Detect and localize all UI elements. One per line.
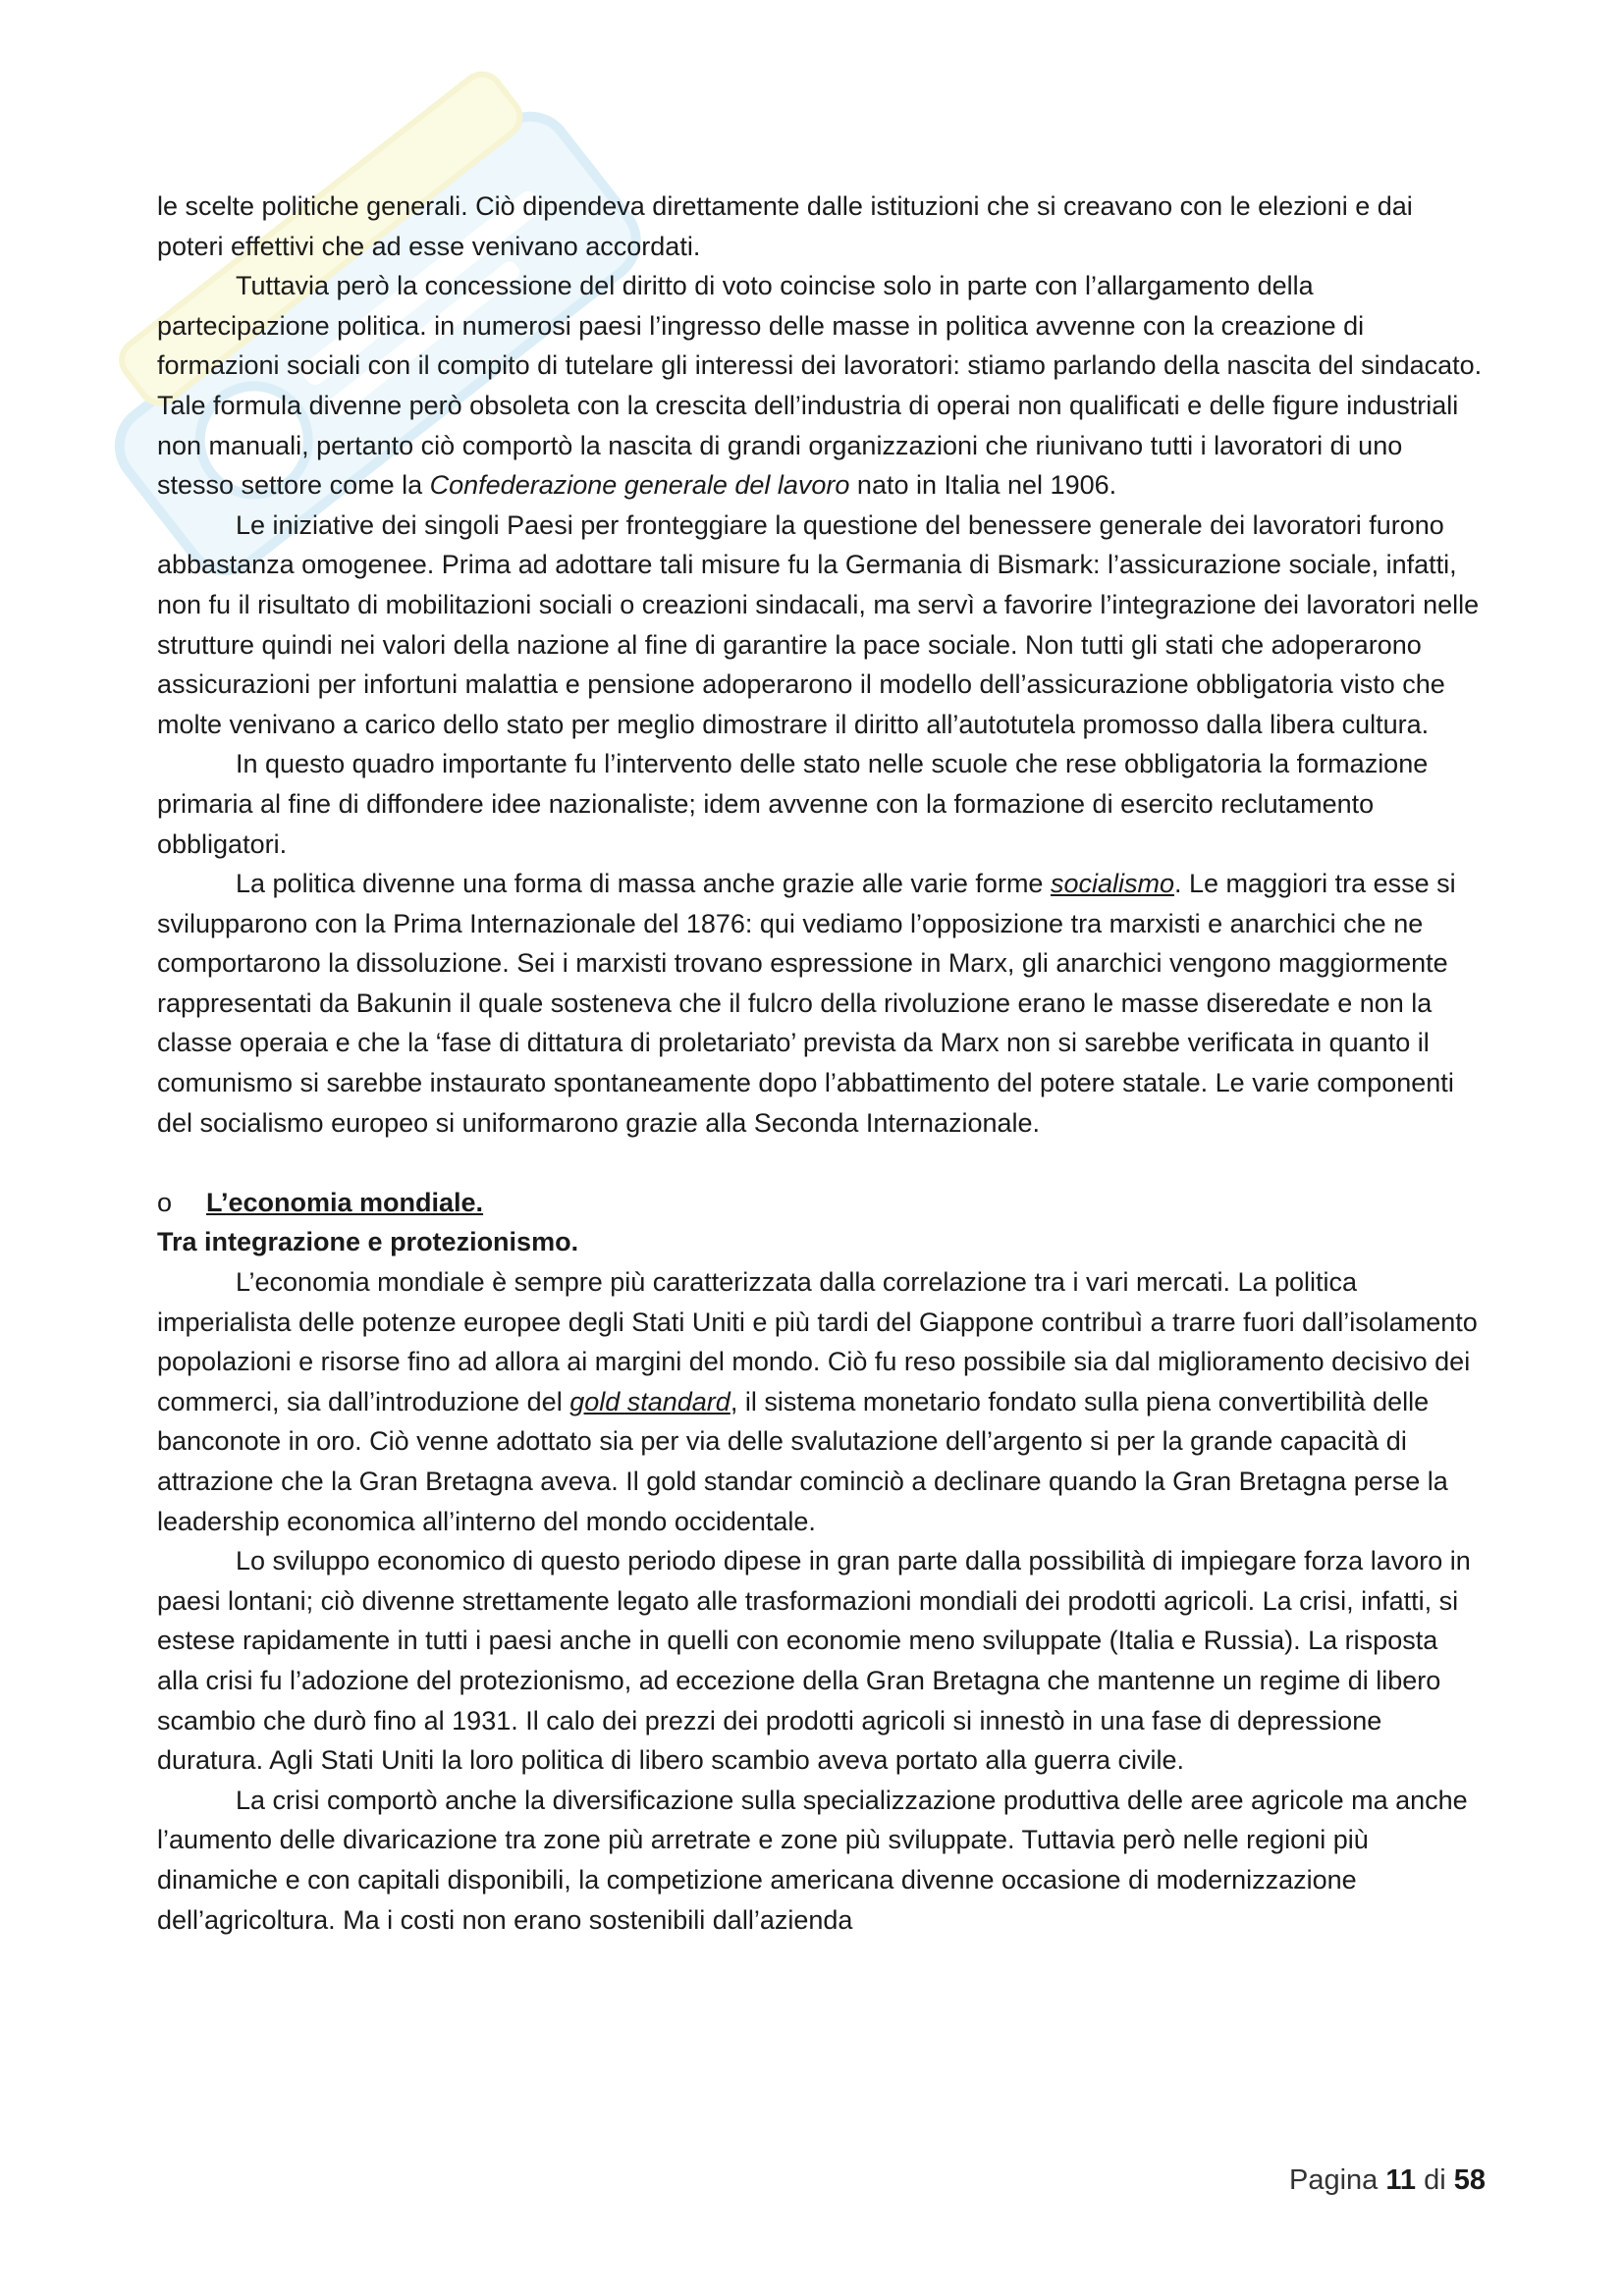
document-body [157,187,1483,1940]
section-title: L’economia mondiale. [206,1187,484,1217]
paragraph-3: Le iniziative dei singoli Paesi per fronteggiare la questione del benessere generale dei lavoratori furono abbastanza omogenee. Prima ad adottare tali misure fu la Germania di Bismark: l’assicurazione sociale, infatti, non fu il risultato di mobilitazioni sociali o creazioni sindacali, ma servì a favorire l’integrazione dei lavoratori nelle strutture quindi nei valori della nazione al fine di garantire la pace sociale. Non tutti gli stati che adoperarono assicurazioni per infortuni malattia e pensione adoperarono il modello dell’assicurazione obbligatoria visto che molte venivano a carico dello stato per meglio dimostrare il diritto all’autotutela promosso dalla libera cultura. [157,509,1480,739]
paragraph-4: In questo quadro importante fu l’intervento delle stato nelle scuole che rese obbligatoria la formazione primaria al fine di diffondere idee nazionaliste; idem avvenne con la formazione di esercito reclutamento obbligatori. [157,749,1429,859]
term-gold-standard: gold standard [569,1386,730,1416]
blank-line [157,1143,1483,1183]
paragraph-1: le scelte politiche generali. Ciò dipendeva direttamente dalle istituzioni che si creavano con le elezioni e dai poteri effettivi che ad esse venivano accordati. [157,191,1413,261]
italic-term: Confederazione generale del lavoro [429,470,850,501]
bullet-icon: o [157,1187,173,1217]
page-number: Pagina 11 di 58 [1288,2164,1486,2196]
paragraph-2: Tuttavia però la concessione del diritto di voto coincise solo in parte con l’allargamento della partecipazione politica. in numerosi paesi l’ingresso delle masse in politica avvenne con la creazione di formazioni sociali con il compito di tutelare gli interessi dei lavoratori: stiamo parlando della nascita del sindacato. Tale formula divenne però obsoleta con la crescita dell’industria di operai non qualificati e delle figure industriali non manuali, pertanto ciò comportò la nascita di grandi organizzazioni che riunivano tutti i lavoratori di uno stesso settore come la Confederazione generale del lavoro nato in Italia nel 1906. [157,271,1483,501]
term-socialismo: socialismo [1050,869,1174,899]
section-heading [157,1183,1483,1223]
paragraph-6: L’economia mondiale è sempre più caratterizzata dalla correlazione tra i vari mercati. La politica imperialista delle potenze europee degli Stati Uniti e più tardi del Giappone contribuì a trarre fuori dall’isolamento popolazioni e risorse fino ad allora ai margini del mondo. Ciò fu reso possibile sia dal miglioramento decisivo dei commerci, sia dall’introduzione del gold standard, il sistema monetario fondato sulla piena convertibilità delle banconote in oro. Ciò venne adottato sia per via delle svalutazione dell’argento si per la grande capacità di attrazione che la Gran Bretagna aveva. Il gold standar cominciò a declinare quando la Gran Bretagna perse la leadership economica all’interno del mondo occidentale. [157,1267,1478,1536]
paragraph-5: La politica divenne una forma di massa anche grazie alle varie forme socialismo. Le maggiori tra esse si svilupparono con la Prima Internazionale del 1876: qui vediamo l’opposizione tra marxisti e anarchici che ne comportarono la dissoluzione. Sei i marxisti trovano espressione in Marx, gli anarchici vengono maggiormente rappresentati da Bakunin il quale sosteneva che il fulcro della rivoluzione erano le masse diseredate e non la classe operaia e che la ‘fase di dittatura di proletariato’ prevista da Marx non si sarebbe verificata in quanto il comunismo si sarebbe instaurato spontaneamente dopo l’abbattimento del potere statale. Le varie componenti del socialismo europeo si uniformarono grazie alla Seconda Internazionale. [157,869,1456,1138]
paragraph-7: Lo sviluppo economico di questo periodo dipese in gran parte dalla possibilità di impiegare forza lavoro in paesi lontani; ciò divenne strettamente legato alle trasformazioni mondiali dei prodotti agricoli. La crisi, infatti, si estese rapidamente in tutti i paesi anche in quelli con economie meno sviluppate (Italia e Russia). La risposta alla crisi fu l’adozione del protezionismo, ad eccezione della Gran Bretagna che mantenne un regime di libero scambio che durò fino al 1931. Il calo dei prezzi dei prodotti agricoli si innestò in una fase di depressione duratura. Agli Stati Uniti la loro politica di libero scambio aveva portato alla guerra civile. [157,1546,1471,1776]
paragraph-8: La crisi comportò anche la diversificazione sulla specializzazione produttiva delle aree agricole ma anche l’aumento delle divaricazione tra zone più arretrate e zone più sviluppate. Tuttavia però nelle regioni più dinamiche e con capitali disponibili, la competizione americana divenne occasione di modernizzazione dell’agricoltura. Ma i costi non erano sostenibili dall’azienda [157,1785,1468,1935]
section-subtitle: Tra integrazione e protezionismo. [157,1227,579,1257]
